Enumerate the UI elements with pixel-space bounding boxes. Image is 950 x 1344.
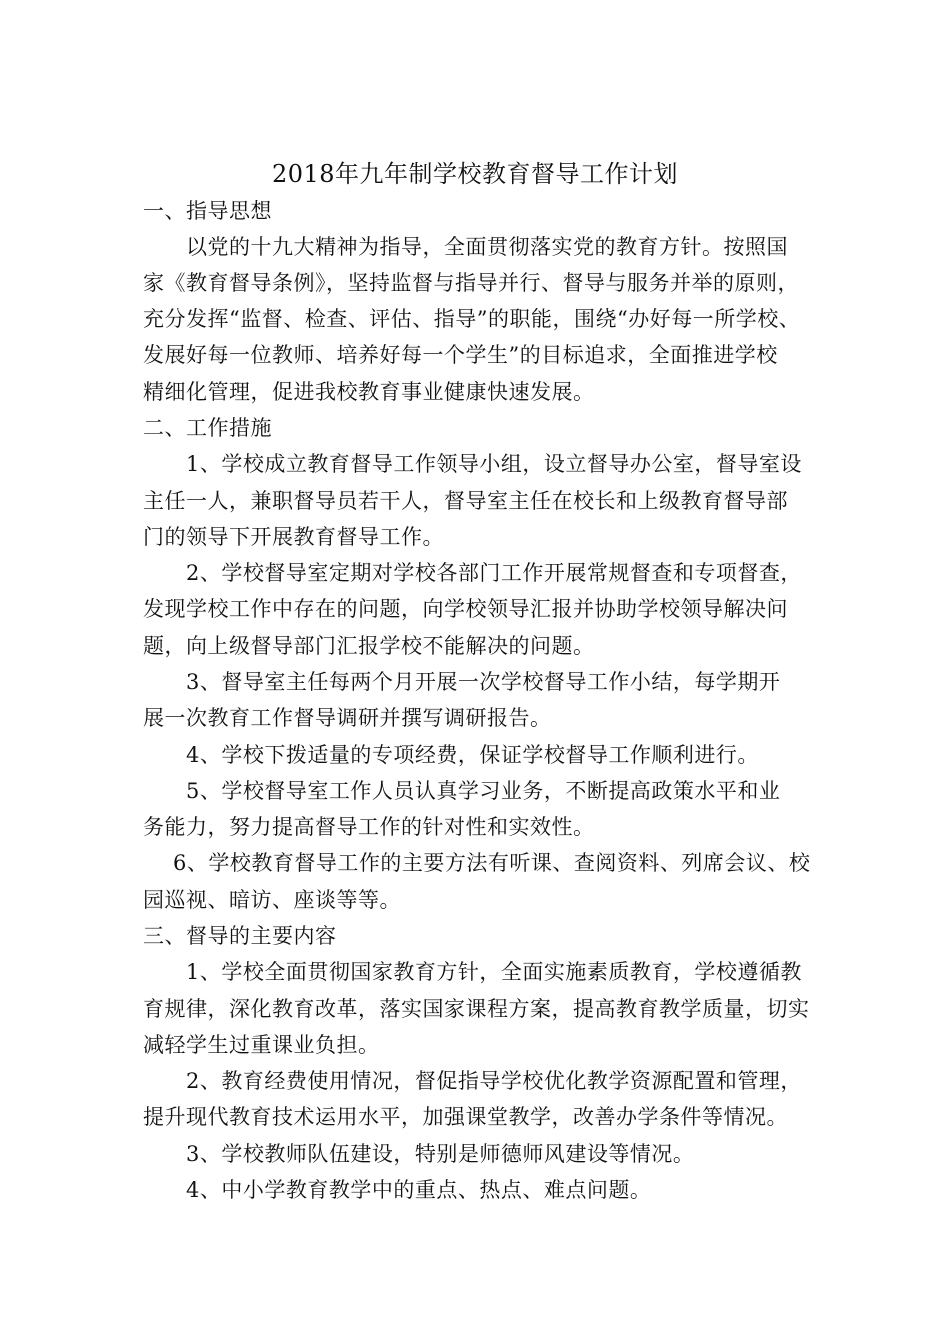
document-title: 2018年九年制学校教育督导工作计划 [271, 160, 679, 188]
section-heading-guiding-ideology: 一、指导思想 [143, 199, 272, 223]
paragraph-line: 以党的十九大精神为指导，全面贯彻落实党的教育方针。按照国 [186, 235, 788, 259]
section-heading-work-measures: 二、工作措施 [143, 416, 272, 440]
paragraph-line: 3、督导室主任每两个月开展一次学校督导工作小结，每学期开 [186, 670, 781, 694]
paragraph-line: 务能力，努力提高督导工作的针对性和实效性。 [143, 815, 595, 839]
paragraph-line: 3、学校教师队伍建设，特别是师德师风建设等情况。 [186, 1142, 695, 1166]
paragraph-line: 发展好每一位教师、培养好每一个学生”的目标追求，全面推进学校 [143, 343, 778, 367]
paragraph-line: 门的领导下开展教育督导工作。 [143, 525, 444, 549]
paragraph-line: 4、学校下拨适量的专项经费，保证学校督导工作顺利进行。 [186, 743, 759, 767]
paragraph-line: 精细化管理，促进我校教育事业健康快速发展。 [143, 380, 595, 404]
paragraph-line: 2、学校督导室定期对学校各部门工作开展常规督查和专项督查， [186, 561, 802, 585]
paragraph-line: 充分发挥“监督、检查、评估、指导”的职能，围绕“办好每一所学校、 [143, 307, 801, 331]
paragraph-line: 1、学校全面贯彻国家教育方针，全面实施素质教育，学校遵循教 [186, 960, 802, 984]
paragraph-line: 主任一人，兼职督导员若干人，督导室主任在校长和上级教育督导部 [143, 489, 788, 513]
paragraph-line: 2、教育经费使用情况，督促指导学校优化教学资源配置和管理， [186, 1069, 802, 1093]
paragraph-line: 4、中小学教育教学中的重点、热点、难点问题。 [186, 1178, 652, 1202]
paragraph-line: 发现学校工作中存在的问题，向学校领导汇报并协助学校领导解决问 [143, 597, 788, 621]
paragraph-line: 1、学校成立教育督导工作领导小组，设立督导办公室，督导室设 [186, 452, 802, 476]
paragraph-line: 5、学校督导室工作人员认真学习业务，不断提高政策水平和业 [186, 779, 781, 803]
paragraph-line: 提升现代教育技术运用水平，加强课堂教学，改善办学条件等情况。 [143, 1105, 788, 1129]
paragraph-line: 园巡视、暗访、座谈等等。 [143, 888, 401, 912]
paragraph-line: 展一次教育工作督导调研并撰写调研报告。 [143, 706, 552, 730]
paragraph-line: 6、学校教育督导工作的主要方法有听课、查阅资料、列席会议、校 [173, 851, 811, 875]
paragraph-line: 题，向上级督导部门汇报学校不能解决的问题。 [143, 634, 595, 658]
paragraph-line: 减轻学生过重课业负担。 [143, 1033, 380, 1057]
paragraph-line: 家《教育督导条例》，坚持监督与指导并行、督导与服务并举的原则， [143, 271, 799, 295]
paragraph-line: 育规律，深化教育改革，落实国家课程方案，提高教育教学质量，切实 [143, 997, 810, 1021]
section-heading-main-content: 三、督导的主要内容 [143, 924, 337, 948]
